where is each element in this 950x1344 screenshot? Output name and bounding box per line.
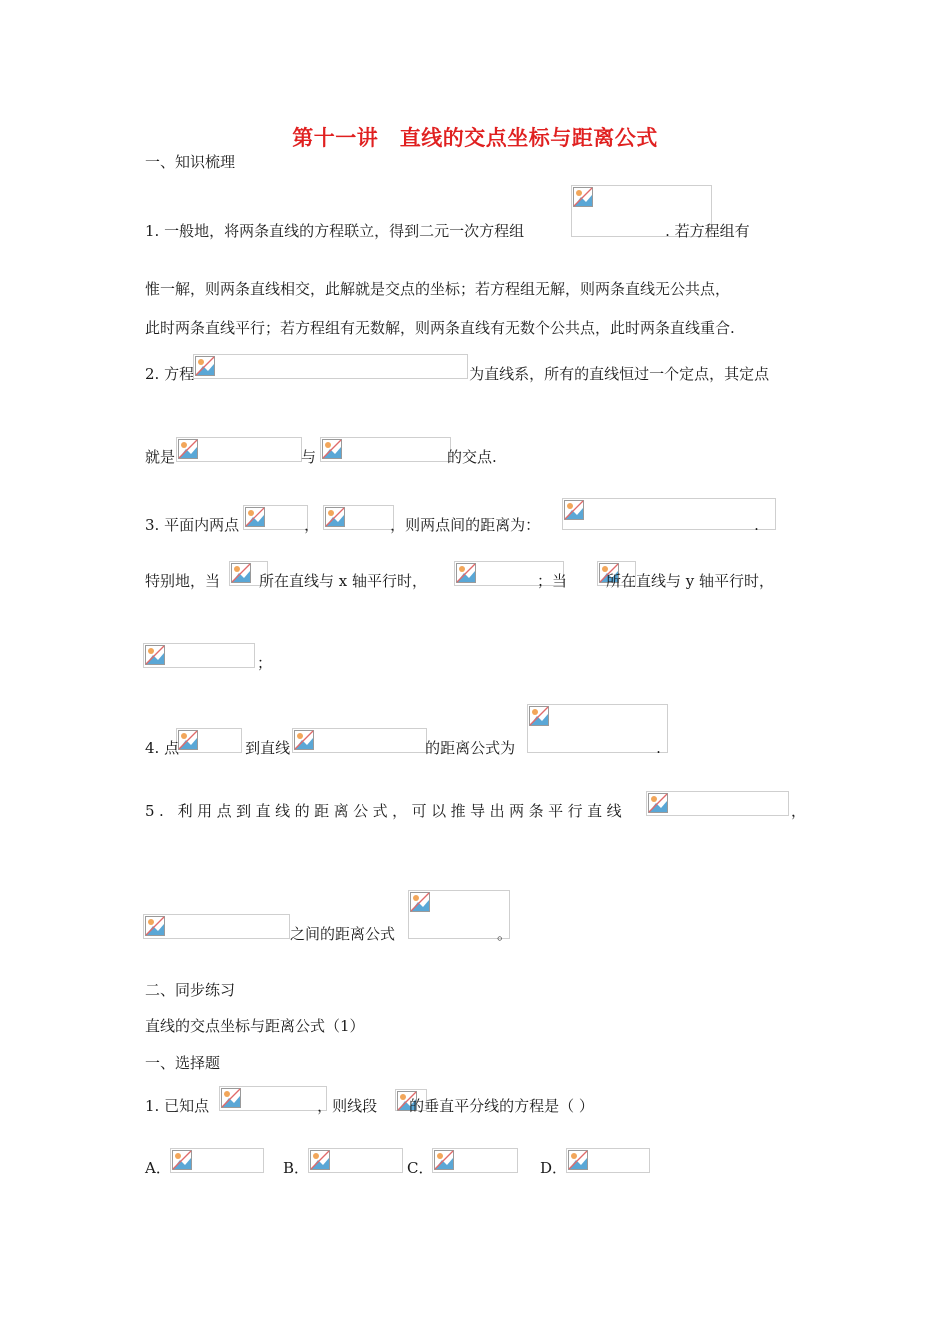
broken-image-icon [434,1150,454,1170]
formula-image [143,914,290,939]
knowledge-item-1-line2: 惟一解，则两条直线相交，此解就是交点的坐标；若方程组无解，则两条直线无公共点， [145,280,731,298]
formula-image [170,1148,264,1173]
formula-image [143,643,255,668]
option-b-label: B． [283,1159,310,1177]
option-c-label: C． [407,1159,434,1177]
knowledge-item-1-line3: 此时两条直线平行；若方程组有无数解，则两条直线有无数个公共点，此时两条直线重合. [145,319,735,337]
option-a-label: A． [145,1159,171,1177]
knowledge-item-3-line2: 特别地，当 所在直线与 x 轴平行时， ；当 所在直线与 y 轴平行时， [145,572,775,590]
formula-image [432,1148,518,1173]
broken-image-icon [573,187,593,207]
section-heading-practice: 二、同步练习 [145,981,236,999]
knowledge-item-4: 4. 点 到直线 的距离公式为 . [145,739,661,757]
broken-image-icon [410,892,430,912]
knowledge-item-5-line2: 之间的距离公式 。 [290,925,513,943]
section-heading-knowledge: 一、知识梳理 [145,153,236,171]
broken-image-icon [145,916,165,936]
broken-image-icon [648,793,668,813]
formula-image [646,791,789,816]
question-1: 1. 已知点 ，则线段 的垂直平分线的方程是（ ） [145,1097,594,1115]
knowledge-item-2: 2. 方程 为直线系，所有的直线恒过一个定点，其定点 [145,365,770,383]
knowledge-item-5-comma: ， [791,802,807,820]
broken-image-icon [172,1150,192,1170]
section-heading-choice: 一、选择题 [145,1054,221,1072]
knowledge-item-3: 3. 平面内两点 ， ，则两点间的距离为： . [145,516,759,534]
page-title: 第十一讲 直线的交点坐标与距离公式 [292,125,658,150]
broken-image-icon [568,1150,588,1170]
formula-image [566,1148,650,1173]
broken-image-icon [145,645,165,665]
option-d-label: D． [540,1159,568,1177]
knowledge-item-5: 5. 利用点到直线的距离公式，可以推导出两条平行直线 [145,802,627,820]
formula-image [308,1148,403,1173]
practice-subtitle: 直线的交点坐标与距离公式（1） [145,1017,365,1035]
knowledge-item-2-line2: 就是 与 的交点. [145,448,497,466]
broken-image-icon [310,1150,330,1170]
knowledge-item-1: 1. 一般地，将两条直线的方程联立，得到二元一次方程组 . 若方程组有 [145,222,750,240]
broken-image-icon [529,706,549,726]
knowledge-item-3-line3: ； [257,654,273,672]
